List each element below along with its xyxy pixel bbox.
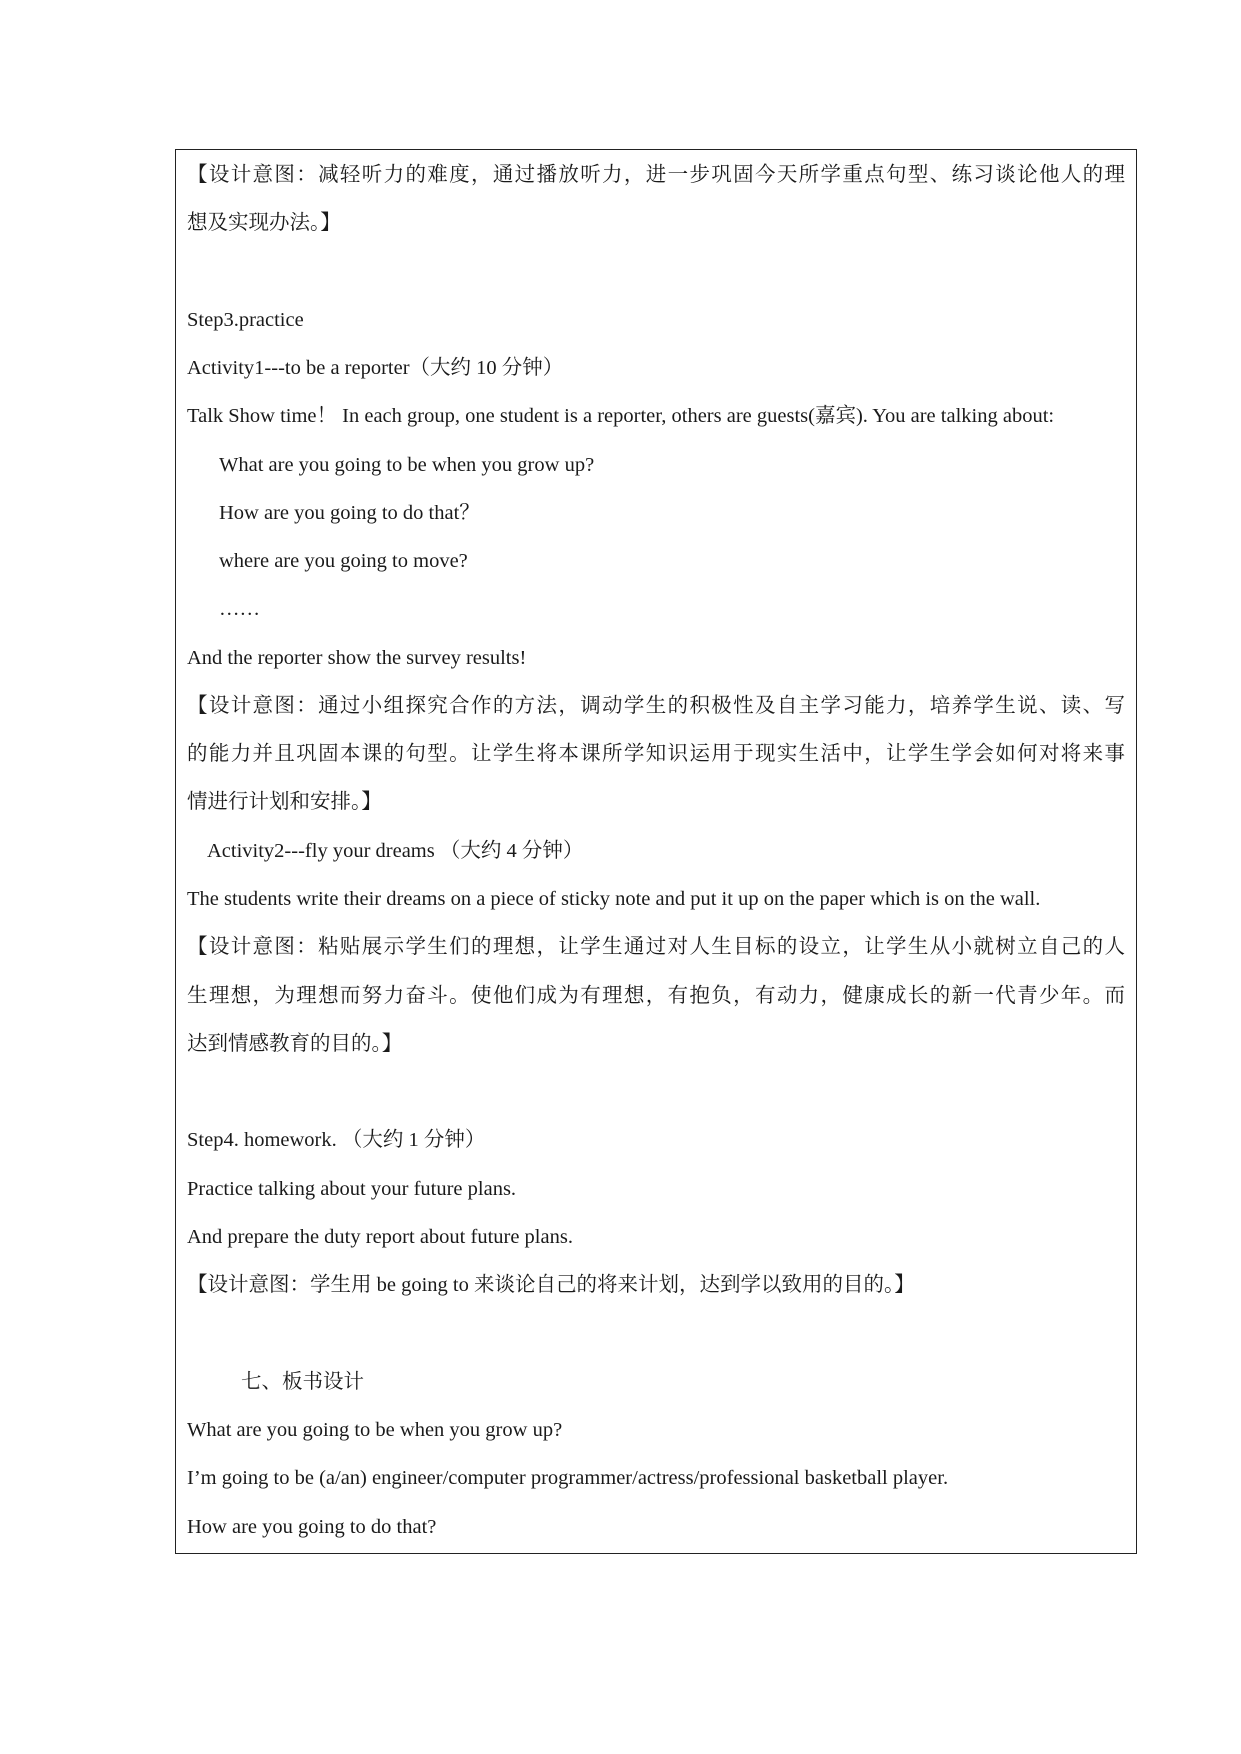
design-intent-note-1-cont: 想及实现办法。】 (187, 212, 341, 234)
activity2-heading: Activity2---fly your dreams （大约 4 分钟） (207, 840, 584, 862)
step4-heading: Step4. homework. （大约 1 分钟） (187, 1129, 486, 1151)
activity1-heading: Activity1---to be a reporter（大约 10 分钟） (187, 357, 564, 379)
homework-item-2: And prepare the duty report about future plans. (187, 1226, 573, 1248)
ellipsis: …… (219, 598, 260, 620)
design-intent-note-3: 【设计意图：粘贴展示学生们的理想，让学生通过对人生目标的设立，让学生从小就树立自己的人 (187, 936, 1125, 958)
blackboard-line-1: What are you going to be when you grow up? (187, 1419, 563, 1441)
step3-heading: Step3.practice (187, 309, 304, 331)
blackboard-line-2: I’m going to be (a/an) engineer/computer programmer/actress/professional basketball player. (187, 1467, 949, 1489)
question-2: How are you going to do that？ (219, 502, 480, 524)
activity2-instructions: The students write their dreams on a piece of sticky note and put it up on the paper which is on the wall. (187, 888, 1041, 910)
homework-item-1: Practice talking about your future plans. (187, 1178, 517, 1200)
design-intent-note-3-cont: 生理想，为理想而努力奋斗。使他们成为有理想，有抱负，有动力，健康成长的新一代青少年。而 (187, 985, 1125, 1007)
design-intent-note-2: 【设计意图：通过小组探究合作的方法，调动学生的积极性及自主学习能力，培养学生说、读、写 (187, 695, 1125, 717)
blackboard-line-3: How are you going to do that? (187, 1516, 437, 1538)
reporter-results: And the reporter show the survey results! (187, 647, 527, 669)
question-3: where are you going to move? (219, 550, 468, 572)
activity1-instructions: Talk Show time！ In each group, one student is a reporter, others are guests(嘉宾). You are talking about: (187, 405, 1055, 427)
design-intent-note-1: 【设计意图：减轻听力的难度，通过播放听力，进一步巩固今天所学重点句型、练习谈论他人的理 (187, 164, 1125, 186)
design-intent-note-3-end: 达到情感教育的目的。】 (187, 1033, 403, 1055)
design-intent-note-2-end: 情进行计划和安排。】 (187, 791, 382, 813)
design-intent-note-2-cont: 的能力并且巩固本课的句型。让学生将本课所学知识运用于现实生活中，让学生学会如何对将来事 (187, 743, 1125, 765)
question-1: What are you going to be when you grow up? (219, 454, 595, 476)
design-intent-note-4: 【设计意图：学生用 be going to 来谈论自己的将来计划，达到学以致用的目的。】 (187, 1274, 915, 1296)
blackboard-design-heading: 七、板书设计 (241, 1371, 364, 1393)
